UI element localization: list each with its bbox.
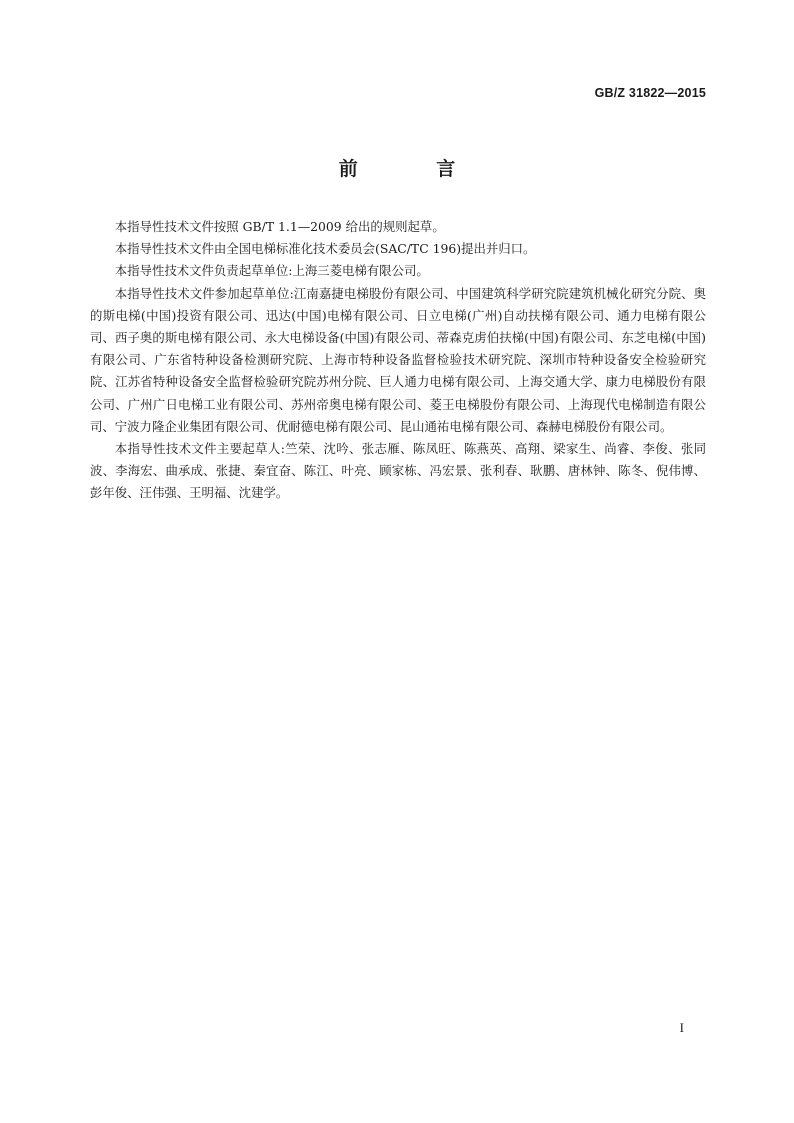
paragraph-drafting-rules: 本指导性技术文件按照 GB/T 1.1—2009 给出的规则起草。 (114, 219, 445, 234)
paragraph-main-drafters: 本指导性技术文件主要起草人:竺荣、沈吟、张志雁、陈凤旺、陈燕英、高翔、梁家生、尚睿、李俊、张同波、李海宏、曲承成、张捷、秦宜奋、陈江、叶亮、顾家栋、冯宏景、张利春、耿鹏、唐林钟、陈冬、倪伟博、彭年俊、汪伟强、王明福、沈建学。 (90, 441, 706, 501)
paragraph-proposer: 本指导性技术文件由全国电梯标准化技术委员会(SAC/TC 196)提出并归口。 (114, 241, 536, 257)
page-number: I (679, 1020, 684, 1035)
body-text (90, 216, 706, 505)
standard-number: GB/Z 31822—2015 (594, 86, 706, 100)
paragraph-responsible-unit: 本指导性技术文件负责起草单位:上海三菱电梯有限公司。 (114, 263, 429, 279)
page-title: 前 言 (338, 158, 492, 180)
paragraph-participating-units: 本指导性技术文件参加起草单位:江南嘉捷电梯股份有限公司、中国建筑科学研究院建筑机械化研究分院、奥的斯电梯(中国)投资有限公司、迅达(中国)电梯有限公司、日立电梯(广州)自动扶梯有限公司、通力电梯有限公司、西子奥的斯电梯有限公司、永大电梯设备(中国)有限公司、蒂森克虏伯扶梯(中国)有限公司、东芝电梯(中国)有限公司、广东省特种设备检测研究院、上海市特种设备监督检验技术研究院、深圳市特种设备安全检验研究院、江苏省特种设备安全监督检验研究院苏州分院、巨人通力电梯有限公司、上海交通大学、康力电梯股份有限公司、广州广日电梯工业有限公司、苏州帝奥电梯有限公司、菱王电梯股份有限公司、上海现代电梯制造有限公司、宁波力隆企业集团有限公司、优耐德电梯有限公司、昆山通祐电梯有限公司、森赫电梯股份有限公司。 (90, 285, 706, 434)
